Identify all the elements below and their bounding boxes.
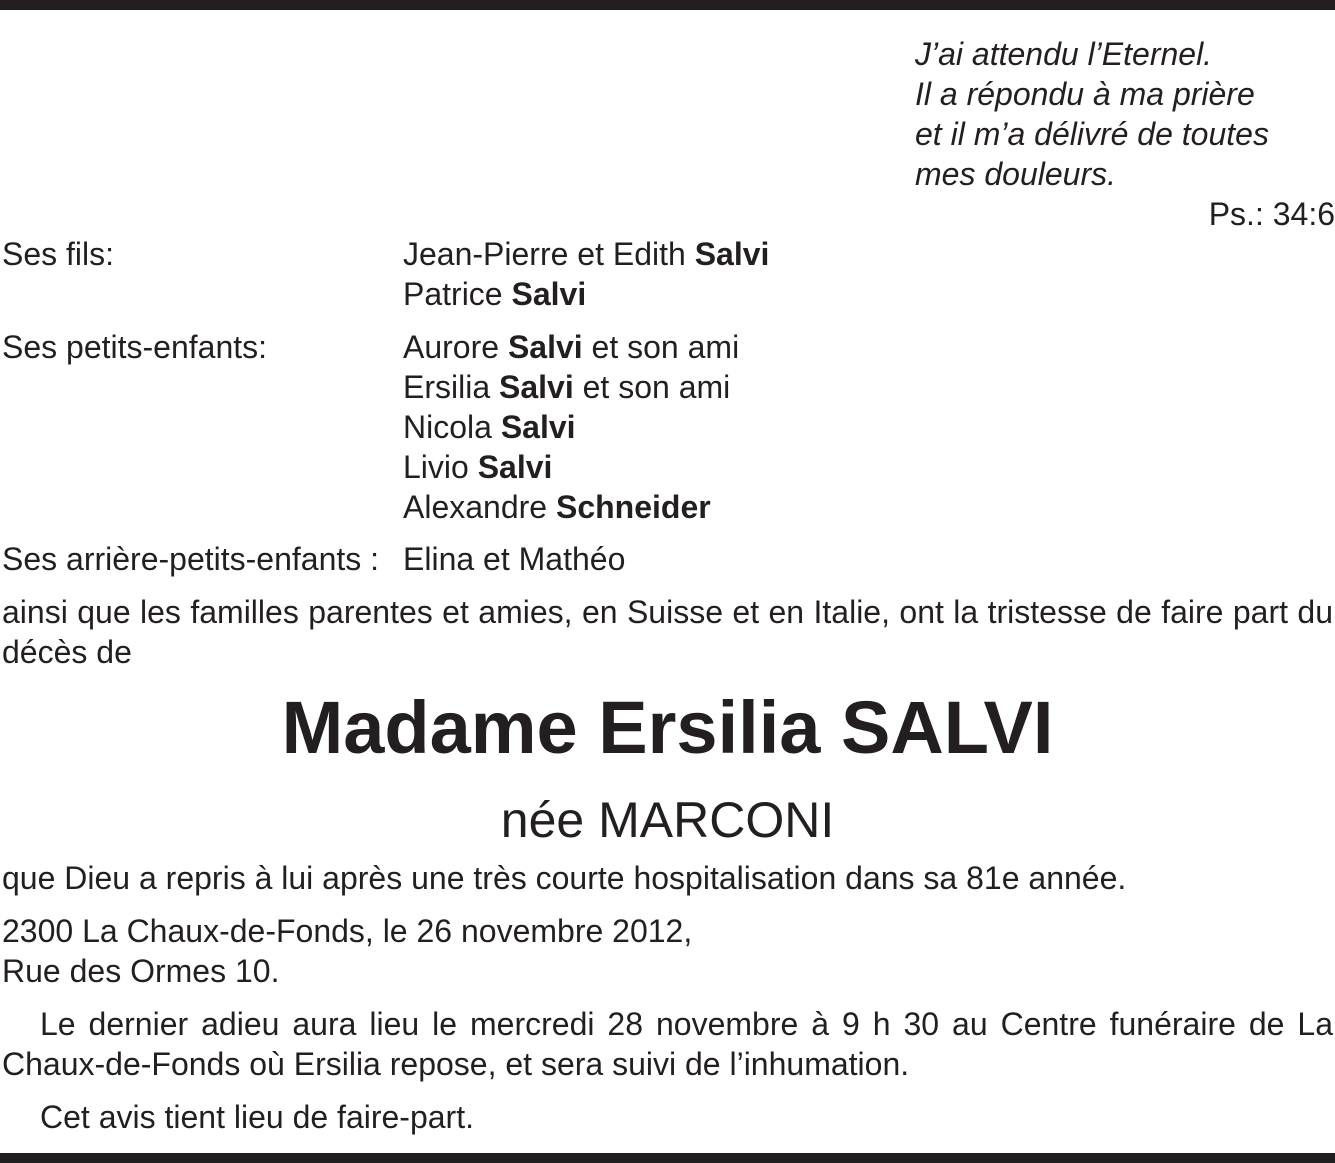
sons-label: Ses fils: [2, 236, 115, 272]
maiden-name: née MARCONI [500, 792, 835, 848]
surname: Salvi [477, 449, 553, 485]
name-suffix: et son ami [582, 369, 731, 405]
address-line: Rue des Ormes 10. [2, 953, 280, 989]
given-name: Livio [403, 449, 469, 485]
address-line: 2300 La Chaux-de-Fonds, le 26 novembre 2012, [2, 913, 693, 949]
surname: Salvi [500, 409, 576, 445]
name-suffix: et son ami [591, 329, 740, 365]
list-item [403, 407, 739, 447]
announcement-text: ainsi que les familles parentes et amies, en Suisse et en Italie, ont la tristesse de faire part du décès de [2, 594, 1333, 670]
list-item [403, 367, 739, 407]
given-name: Jean-Pierre et Edith [403, 236, 686, 272]
list-item [403, 327, 739, 367]
given-name: Ersilia [403, 369, 491, 405]
list-item [403, 274, 769, 314]
grandchildren-label: Ses petits-enfants: [2, 329, 268, 365]
given-name: Nicola [403, 409, 492, 445]
deceased-name: Madame Ersilia SALVI [281, 686, 1054, 769]
given-name: Patrice [403, 276, 503, 312]
surname: Salvi [507, 329, 583, 365]
notice-text: Cet avis tient lieu de faire-part. [40, 1099, 474, 1135]
top-border-rule [0, 0, 1335, 10]
surname: Schneider [555, 489, 711, 525]
quote-reference: Ps.: 34:6 [1208, 196, 1335, 232]
bottom-border-rule [0, 1153, 1335, 1163]
great-grandchildren-label: Ses arrière-petits-enfants : [2, 541, 380, 577]
circumstance-text: que Dieu a repris à lui après une très courte hospitalisation dans sa 81e année. [2, 860, 1127, 896]
given-name: Alexandre [403, 489, 548, 525]
quote-line: J’ai attendu l’Eternel. [915, 36, 1213, 72]
quote-line: mes douleurs. [915, 156, 1116, 192]
list-item [403, 487, 739, 527]
great-grandchildren-value: Elina et Mathéo [403, 541, 626, 577]
list-item [403, 234, 769, 274]
address-block [2, 911, 1333, 991]
surname: Salvi [511, 276, 587, 312]
quote-line: et il m’a délivré de toutes [915, 116, 1269, 152]
given-name: Aurore [403, 329, 500, 365]
grandchildren-list [403, 327, 739, 527]
epigraph-quote [915, 34, 1269, 194]
list-item [403, 447, 739, 487]
surname: Salvi [499, 369, 574, 405]
quote-line: Il a répondu à ma prière [915, 76, 1255, 112]
sons-list [403, 234, 769, 314]
surname: Salvi [694, 236, 770, 272]
ceremony-text: Le dernier adieu aura lieu le mercredi 28 novembre à 9 h 30 au Centre funéraire de La Chaux-de-Fonds où Ersilia repose, et sera suivi de l’inhumation. [2, 1006, 1333, 1082]
